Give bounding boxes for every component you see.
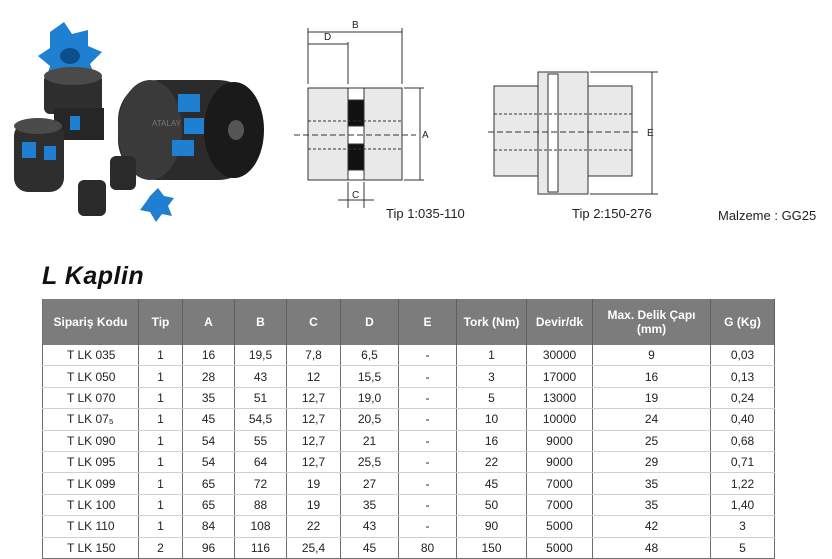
col-header: E xyxy=(399,299,457,345)
table-cell: 27 xyxy=(341,473,399,494)
table-cell: 0,03 xyxy=(711,345,775,366)
table-cell: T LK 099 xyxy=(43,473,139,494)
type2-drawing xyxy=(488,62,668,202)
table-cell: 5 xyxy=(711,537,775,558)
table-cell: - xyxy=(399,494,457,515)
table-cell: - xyxy=(399,409,457,430)
spec-table xyxy=(42,299,775,559)
table-cell: 22 xyxy=(457,451,527,472)
table-cell: 7000 xyxy=(527,473,593,494)
table-cell: 2 xyxy=(139,537,183,558)
table-cell: 12,7 xyxy=(287,409,341,430)
table-cell: 0,71 xyxy=(711,451,775,472)
table-cell: T LK 090 xyxy=(43,430,139,451)
table-cell: 19,0 xyxy=(341,387,399,408)
small-coupling-image xyxy=(14,118,64,192)
type1-drawing xyxy=(292,18,442,208)
table-cell: 0,68 xyxy=(711,430,775,451)
table-cell: 15,5 xyxy=(341,366,399,387)
table-cell: 24 xyxy=(593,409,711,430)
table-cell: 22 xyxy=(287,516,341,537)
table-cell: 25 xyxy=(593,430,711,451)
table-header-row xyxy=(43,299,775,345)
table-cell: - xyxy=(399,451,457,472)
table-cell: 116 xyxy=(235,537,287,558)
table-cell: 1 xyxy=(139,473,183,494)
table-cell: 19 xyxy=(593,387,711,408)
type1-caption: Tip 1:035-110 xyxy=(386,206,465,221)
table-cell: 90 xyxy=(457,516,527,537)
table-row xyxy=(43,451,775,472)
table-cell: 35 xyxy=(593,473,711,494)
table-cell: 1 xyxy=(139,409,183,430)
table-cell: 19 xyxy=(287,473,341,494)
table-cell: 12,7 xyxy=(287,451,341,472)
table-cell: 0,24 xyxy=(711,387,775,408)
table-cell: 54,5 xyxy=(235,409,287,430)
table-body xyxy=(43,345,775,558)
table-cell: 16 xyxy=(457,430,527,451)
table-cell: 72 xyxy=(235,473,287,494)
table-cell: T LK 100 xyxy=(43,494,139,515)
col-header: D xyxy=(341,299,399,345)
table-cell: 1,22 xyxy=(711,473,775,494)
table-row xyxy=(43,430,775,451)
type2-caption: Tip 2:150-276 xyxy=(572,206,652,221)
table-cell: 19,5 xyxy=(235,345,287,366)
table-cell: 0,40 xyxy=(711,409,775,430)
table-cell: 1 xyxy=(139,451,183,472)
table-cell: 28 xyxy=(183,366,235,387)
table-cell: 6,5 xyxy=(341,345,399,366)
table-cell: 0,13 xyxy=(711,366,775,387)
table-cell: 48 xyxy=(593,537,711,558)
table-cell: 84 xyxy=(183,516,235,537)
table-cell: 29 xyxy=(593,451,711,472)
dim-c-label: C xyxy=(352,190,360,201)
table-cell: 17000 xyxy=(527,366,593,387)
table-cell: 108 xyxy=(235,516,287,537)
table-cell: 10 xyxy=(457,409,527,430)
table-cell: 21 xyxy=(341,430,399,451)
table-cell: 12,7 xyxy=(287,430,341,451)
dim-e-label: E xyxy=(647,128,654,139)
table-cell: 1 xyxy=(139,366,183,387)
watermark-text: ATALAY xyxy=(152,119,181,128)
table-cell: 12,7 xyxy=(287,387,341,408)
col-header: A xyxy=(183,299,235,345)
table-cell: 25,4 xyxy=(287,537,341,558)
table-cell: 51 xyxy=(235,387,287,408)
table-cell: 5000 xyxy=(527,537,593,558)
table-cell: 54 xyxy=(183,451,235,472)
col-header: C xyxy=(287,299,341,345)
table-cell: 7,8 xyxy=(287,345,341,366)
table-cell: 12 xyxy=(287,366,341,387)
table-row xyxy=(43,409,775,430)
table-cell: 1 xyxy=(139,345,183,366)
col-header: Sipariş Kodu xyxy=(43,299,139,345)
col-header: Tork (Nm) xyxy=(457,299,527,345)
table-cell: 35 xyxy=(341,494,399,515)
material-label: Malzeme : GG25 xyxy=(718,208,817,223)
dim-a-label: A xyxy=(422,130,429,141)
table-cell: 3 xyxy=(457,366,527,387)
table-cell: 54 xyxy=(183,430,235,451)
col-header: Tip xyxy=(139,299,183,345)
dim-d-label: D xyxy=(324,32,332,43)
col-header: B xyxy=(235,299,287,345)
table-cell: 20,5 xyxy=(341,409,399,430)
table-cell: 64 xyxy=(235,451,287,472)
table-cell: 1 xyxy=(139,516,183,537)
table-cell: 19 xyxy=(287,494,341,515)
table-cell: 50 xyxy=(457,494,527,515)
table-cell: 3 xyxy=(711,516,775,537)
table-cell: 10000 xyxy=(527,409,593,430)
table-cell: 5000 xyxy=(527,516,593,537)
table-cell: - xyxy=(399,345,457,366)
table-cell: 45 xyxy=(457,473,527,494)
table-row xyxy=(43,537,775,558)
dim-b-label: B xyxy=(352,20,359,31)
table-cell: - xyxy=(399,430,457,451)
table-cell: 1 xyxy=(139,430,183,451)
table-cell: 88 xyxy=(235,494,287,515)
table-cell: 35 xyxy=(183,387,235,408)
table-cell: 45 xyxy=(341,537,399,558)
table-row xyxy=(43,516,775,537)
table-cell: 16 xyxy=(593,366,711,387)
table-cell: 9 xyxy=(593,345,711,366)
table-cell: 43 xyxy=(235,366,287,387)
table-cell: T LK 150 xyxy=(43,537,139,558)
table-cell: 43 xyxy=(341,516,399,537)
table-cell: 25,5 xyxy=(341,451,399,472)
table-cell: 35 xyxy=(593,494,711,515)
table-cell: T LK 095 xyxy=(43,451,139,472)
table-row xyxy=(43,473,775,494)
table-cell: 65 xyxy=(183,473,235,494)
table-row xyxy=(43,366,775,387)
table-cell: 96 xyxy=(183,537,235,558)
table-cell: T LK 07₅ xyxy=(43,409,139,430)
table-cell: 9000 xyxy=(527,451,593,472)
table-cell: - xyxy=(399,516,457,537)
table-cell: T LK 050 xyxy=(43,366,139,387)
table-cell: T LK 035 xyxy=(43,345,139,366)
product-title: L Kaplin xyxy=(42,262,145,290)
table-cell: 30000 xyxy=(527,345,593,366)
table-cell: 1 xyxy=(139,494,183,515)
table-cell: 45 xyxy=(183,409,235,430)
table-cell: 7000 xyxy=(527,494,593,515)
table-cell: - xyxy=(399,387,457,408)
table-row xyxy=(43,494,775,515)
table-cell: T LK 110 xyxy=(43,516,139,537)
table-row xyxy=(43,345,775,366)
table-cell: 150 xyxy=(457,537,527,558)
table-cell: 16 xyxy=(183,345,235,366)
table-cell: - xyxy=(399,366,457,387)
assembled-coupling-image xyxy=(118,80,264,180)
table-cell: 65 xyxy=(183,494,235,515)
table-cell: 13000 xyxy=(527,387,593,408)
coupling-product-photo xyxy=(8,8,280,230)
col-header: Max. Delik Çapı (mm) xyxy=(593,299,711,345)
table-cell: T LK 070 xyxy=(43,387,139,408)
table-cell: 55 xyxy=(235,430,287,451)
table-cell: 1 xyxy=(457,345,527,366)
col-header: Devir/dk xyxy=(527,299,593,345)
table-cell: 5 xyxy=(457,387,527,408)
table-cell: 1 xyxy=(139,387,183,408)
table-cell: - xyxy=(399,473,457,494)
table-row xyxy=(43,387,775,408)
col-header: G (Kg) xyxy=(711,299,775,345)
table-cell: 1,40 xyxy=(711,494,775,515)
table-cell: 42 xyxy=(593,516,711,537)
table-cell: 9000 xyxy=(527,430,593,451)
table-cell: 80 xyxy=(399,537,457,558)
